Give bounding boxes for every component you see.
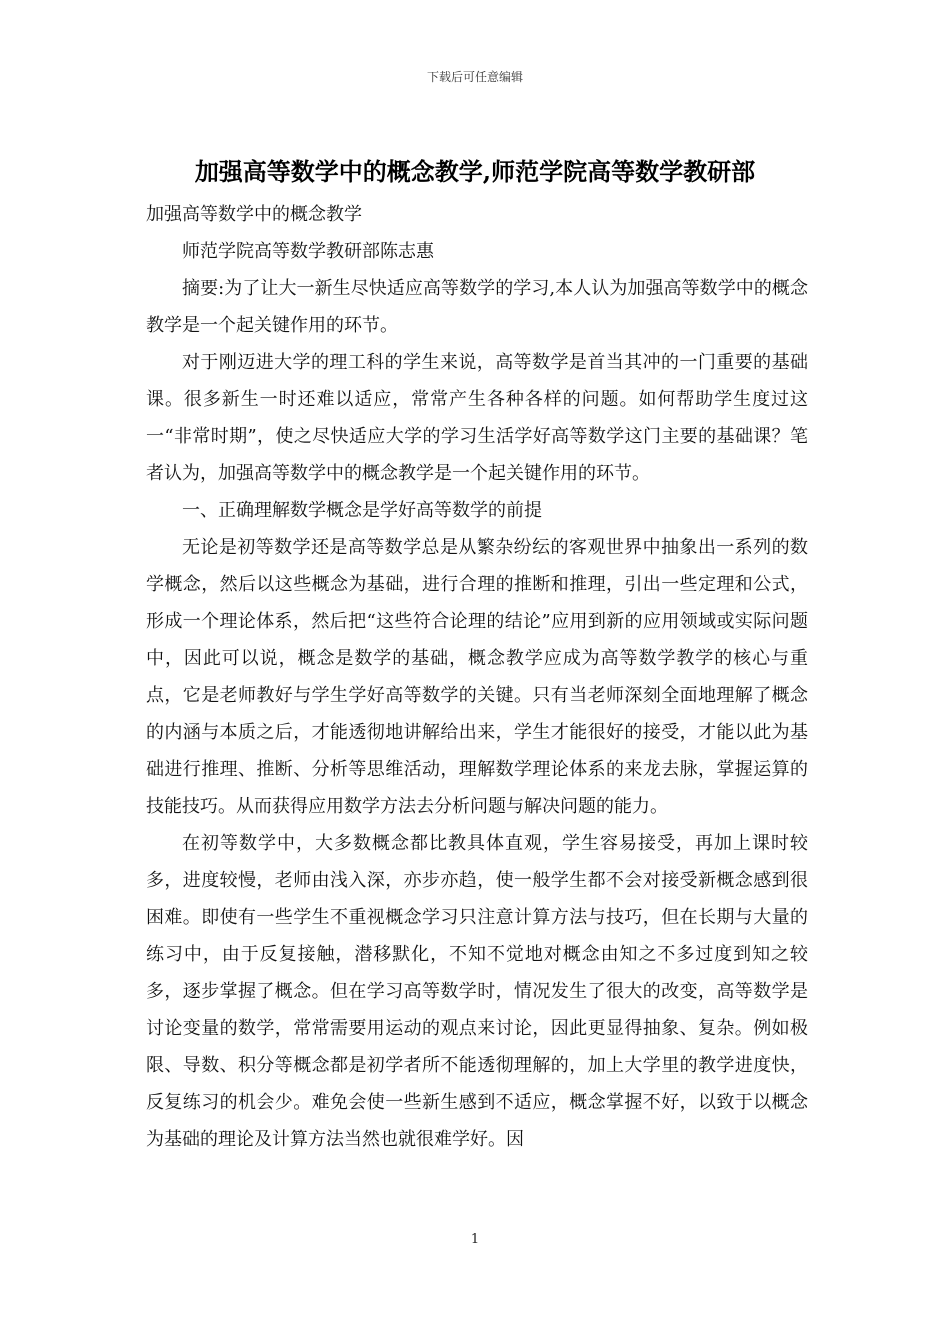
author-paragraph: 师范学院高等数学教研部陈志惠 [182,241,434,262]
subtitle-paragraph: 加强高等数学中的概念教学 [146,204,362,225]
document-title: 加强高等数学中的概念教学,师范学院高等数学教研部 [194,157,756,186]
page-number: 1 [470,1232,480,1247]
abstract-paragraph: 摘要:为了让大一新生尽快适应高等数学的学习,本人认为加强高等数学中的概念教学是一个起关键作用的环节。 [146,278,808,336]
header-note: 下载后可任意编辑 [426,70,523,84]
body-paragraph: 在初等数学中，大多数概念都比教具体直观，学生容易接受，再加上课时较多，进度较慢，老师由浅入深，亦步亦趋，使一般学生都不会对接受新概念感到很困难。即使有一些学生不重视概念学习只注意计算方法与技巧，但在长期与大量的练习中，由于反复接触，潜移默化，不知不觉地对概念由知之不多过度到知之较多，逐步掌握了概念。但在学习高等数学时，情况发生了很大的改变，高等数学是讨论变量的数学，常常需要用运动的观点来讨论，因此更显得抽象、复杂。例如极限、导数、积分等概念都是初学者所不能透彻理解的，加上大学里的教学进度快，反复练习的机会少。难免会使一些新生感到不适应，概念掌握不好，以致于以概念为基础的理论及计算方法当然也就很难学好。因 [146,833,808,1150]
body-paragraph: 无论是初等数学还是高等数学总是从繁杂纷纭的客观世界中抽象出一系列的数学概念，然后以这些概念为基础，进行合理的推断和推理，引出一些定理和公式，形成一个理论体系，然后把“这些符合论理的结论”应用到新的应用领域或实际问题中，因此可以说，概念是数学的基础，概念教学应成为高等数学教学的核心与重点，它是老师教好与学生学好高等数学的关键。只有当老师深刻全面地理解了概念的内涵与本质之后，才能透彻地讲解给出来，学生才能很好的接受，才能以此为基础进行推理、推断、分析等思维活动，理解数学理论体系的来龙去脉，掌握运算的技能技巧。从而获得应用数学方法去分析问题与解决问题的能力。 [146,537,808,817]
section-heading: 一、正确理解数学概念是学好高等数学的前提 [182,500,542,521]
body-paragraph: 对于刚迈进大学的理工科的学生来说，高等数学是首当其冲的一门重要的基础课。很多新生一时还难以适应，常常产生各种各样的问题。如何帮助学生度过这一“非常时期”，使之尽快适应大学的学习生活学好高等数学这门主要的基础课？笔者认为，加强高等数学中的概念教学是一个起关键作用的环节。 [146,352,808,484]
document-body [146,196,808,1158]
